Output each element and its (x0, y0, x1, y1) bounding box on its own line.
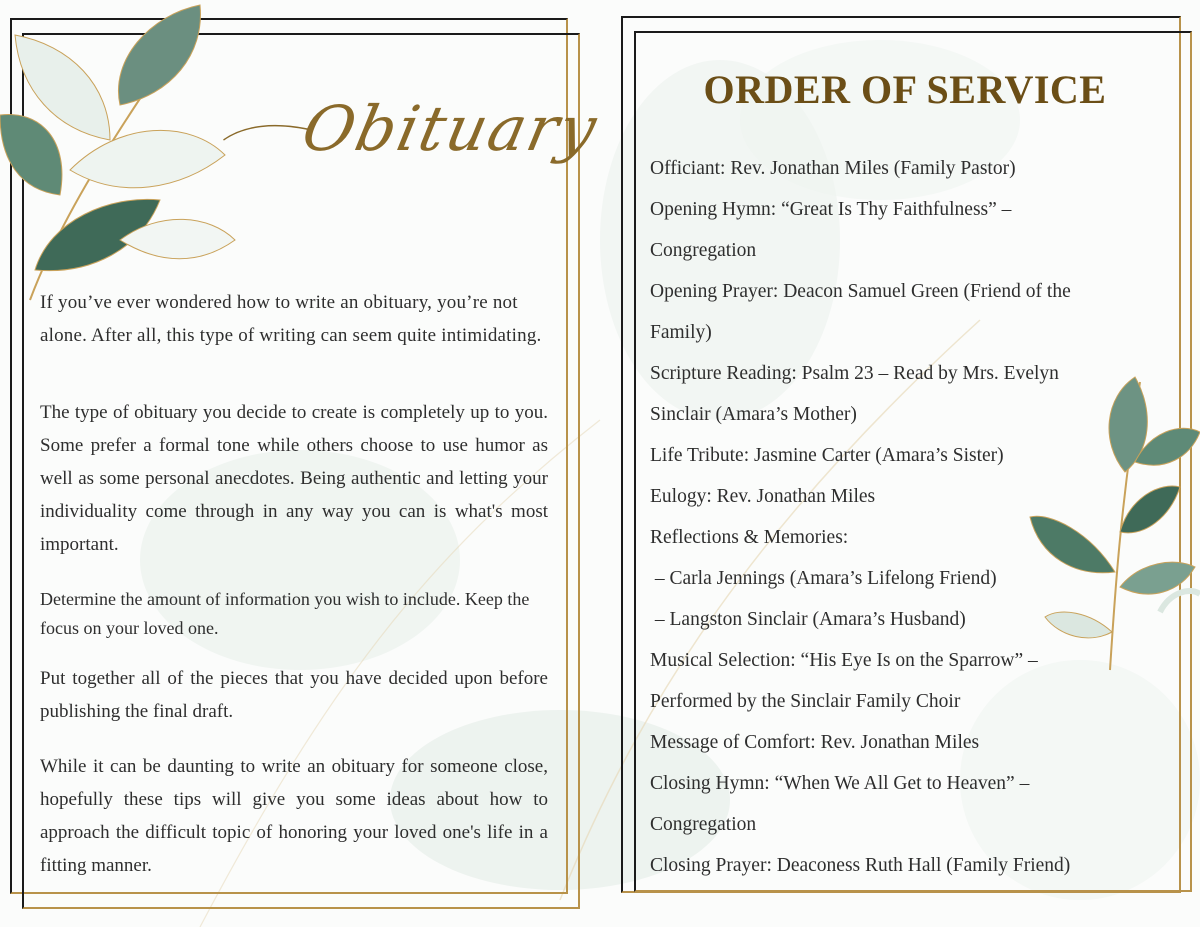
list-item: Reflections & Memories: (650, 527, 849, 548)
order-of-service-title: ORDER OF SERVICE (703, 67, 1107, 112)
list-item: Closing Prayer: Deaconess Ruth Hall (Family Friend) (650, 855, 1071, 876)
paragraph-tone: The type of obituary you decide to create is completely up to you. Some prefer a formal tone while others choose to use humor as well as some personal anecdotes. Being authentic and letting your individuality come through in any way you can is what's most important. (40, 402, 548, 555)
title-flourish (219, 120, 315, 150)
list-item: Sinclair (Amara’s Mother) (650, 404, 857, 425)
paragraph-intro: If you’ve ever wondered how to write an obituary, you’re not alone. After all, this type of writing can seem quite intimidating. (40, 292, 542, 346)
list-item: – Carla Jennings (Amara’s Lifelong Friend) (650, 568, 997, 589)
list-item: Scripture Reading: Psalm 23 – Read by Mrs. Evelyn (650, 363, 1059, 384)
list-item: Congregation (650, 240, 757, 261)
obituary-script-title (288, 92, 605, 202)
list-item: Family) (650, 322, 712, 343)
eucalyptus-leaves-top-left (0, 0, 260, 310)
list-item: Life Tribute: Jasmine Carter (Amara’s Sister) (650, 445, 1004, 466)
paragraph-final-draft: Put together all of the pieces that you have decided upon before publishing the final draft. (40, 668, 548, 722)
list-item: – Langston Sinclair (Amara’s Husband) (650, 609, 966, 630)
list-item: Performed by the Sinclair Family Choir (650, 691, 961, 712)
list-item: Musical Selection: “His Eye Is on the Sparrow” – (650, 650, 1038, 671)
list-item: Message of Comfort: Rev. Jonathan Miles (650, 732, 980, 753)
list-item: Closing Hymn: “When We All Get to Heaven” – (650, 773, 1030, 794)
eucalyptus-leaves-right (1020, 372, 1200, 672)
paragraph-information: Determine the amount of information you wish to include. Keep the focus on your loved one. (40, 589, 530, 638)
list-item: Opening Hymn: “Great Is Thy Faithfulness” – (650, 199, 1012, 220)
list-item: Opening Prayer: Deacon Samuel Green (Friend of the (650, 281, 1071, 302)
paragraph-closing: While it can be daunting to write an obituary for someone close, hopefully these tips will give you some ideas about how to approach the difficult topic of honoring your loved one's life in a fitting manner. (40, 756, 548, 876)
script-title-text: Obituary (296, 92, 605, 165)
list-item: Eulogy: Rev. Jonathan Miles (650, 486, 876, 507)
list-item: Officiant: Rev. Jonathan Miles (Family Pastor) (650, 158, 1016, 179)
list-item: Congregation (650, 814, 757, 835)
